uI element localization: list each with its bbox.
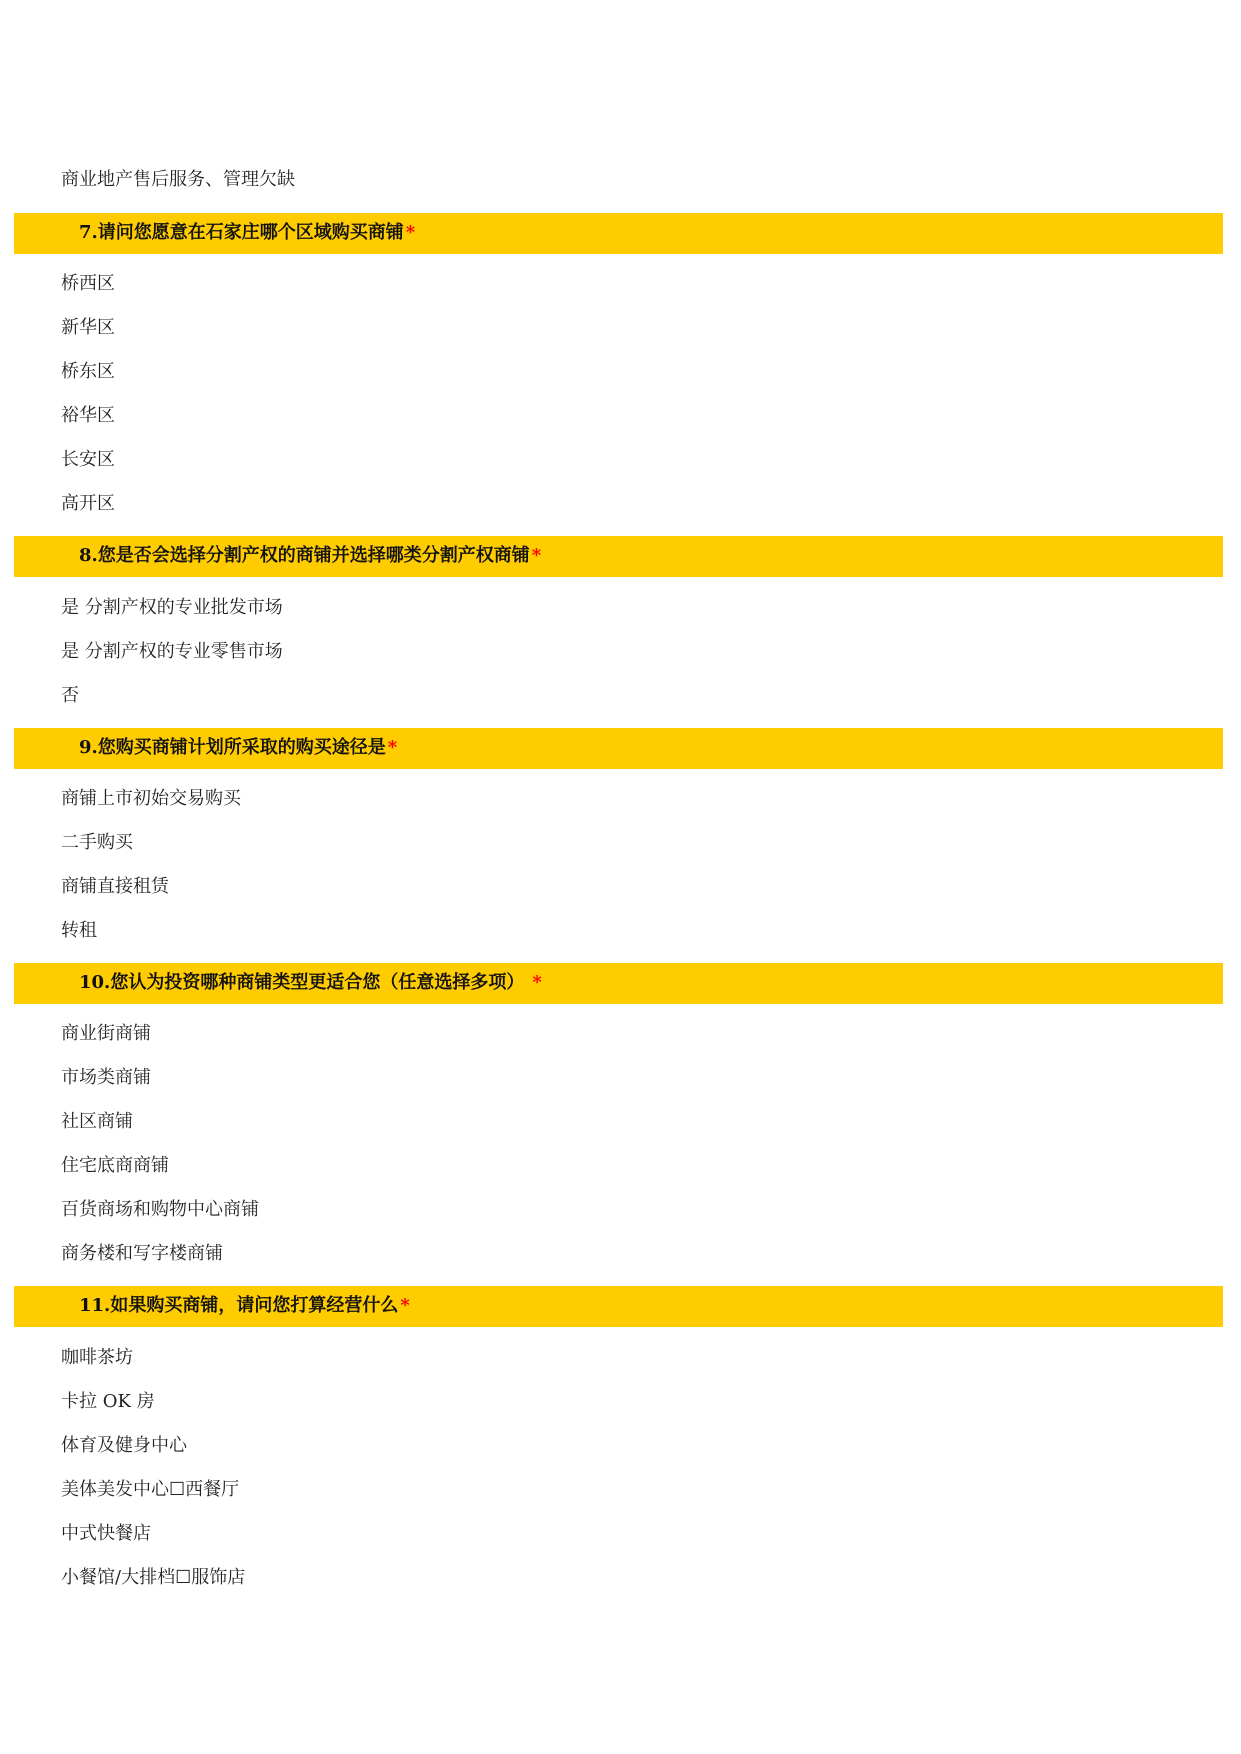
question-8-title: 8.您是否会选择分割产权的商铺并选择哪类分割产权商铺 [79, 545, 530, 566]
question-7-header [14, 213, 1223, 254]
question-7-option[interactable]: 桥东区 [61, 361, 115, 382]
question-11-header [14, 1286, 1223, 1327]
question-8-header [14, 536, 1223, 577]
question-10-title: 10.您认为投资哪种商铺类型更适合您（任意选择多项） [79, 972, 525, 993]
question-11-option[interactable]: 咖啡茶坊 [61, 1347, 133, 1368]
question-7-option[interactable]: 高开区 [61, 493, 115, 514]
question-11-option[interactable]: 卡拉 OK 房 [61, 1391, 155, 1412]
question-10-option[interactable]: 市场类商铺 [61, 1067, 151, 1088]
question-7-option[interactable]: 新华区 [61, 317, 115, 338]
question-10-option[interactable]: 商务楼和写字楼商铺 [61, 1243, 223, 1264]
required-marker: * [400, 1295, 410, 1316]
question-11-option[interactable]: 中式快餐店 [61, 1523, 151, 1544]
question-10-option[interactable]: 百货商场和购物中心商铺 [61, 1199, 259, 1220]
question-7-option[interactable]: 长安区 [61, 449, 115, 470]
question-9-title: 9.您购买商铺计划所采取的购买途径是 [79, 737, 386, 758]
question-9-title-wrap [79, 736, 397, 760]
required-marker: * [405, 222, 416, 243]
question-11-option[interactable]: 美体美发中心☐西餐厅 [61, 1479, 240, 1500]
question-7-title: 7.请问您愿意在石家庄哪个区域购买商铺 [79, 222, 404, 243]
question-11-option[interactable]: 小餐馆/大排档☐服饰店 [61, 1567, 246, 1588]
question-10-option[interactable]: 商业街商铺 [61, 1023, 151, 1044]
question-11-title-wrap [79, 1294, 410, 1318]
question-8-option[interactable]: 否 [61, 685, 79, 706]
question-11-option[interactable]: 体育及健身中心 [61, 1435, 187, 1456]
question-10-title-wrap [79, 971, 542, 995]
question-10-option[interactable]: 住宅底商商铺 [61, 1155, 169, 1176]
question-9-option[interactable]: 商铺上市初始交易购买 [61, 788, 241, 809]
question-10-header [14, 963, 1223, 1004]
question-7-title-wrap [79, 221, 415, 245]
question-8-option[interactable]: 是 分割产权的专业批发市场 [61, 597, 283, 618]
question-7-option[interactable]: 桥西区 [61, 273, 115, 294]
question-9-option[interactable]: 商铺直接租赁 [61, 876, 169, 897]
required-marker: * [531, 545, 542, 566]
question-9-option[interactable]: 二手购买 [61, 832, 133, 853]
required-marker: * [387, 737, 398, 758]
question-8-option[interactable]: 是 分割产权的专业零售市场 [61, 641, 283, 662]
question-9-header [14, 728, 1223, 769]
required-marker: * [532, 972, 542, 993]
question-9-option[interactable]: 转租 [61, 920, 97, 941]
question-10-option[interactable]: 社区商铺 [61, 1111, 133, 1132]
question-7-option[interactable]: 裕华区 [61, 405, 115, 426]
question-11-title: 11.如果购买商铺，请问您打算经营什么 [79, 1295, 399, 1316]
option-previous-question[interactable]: 商业地产售后服务、管理欠缺 [61, 169, 295, 190]
question-8-title-wrap [79, 544, 541, 568]
